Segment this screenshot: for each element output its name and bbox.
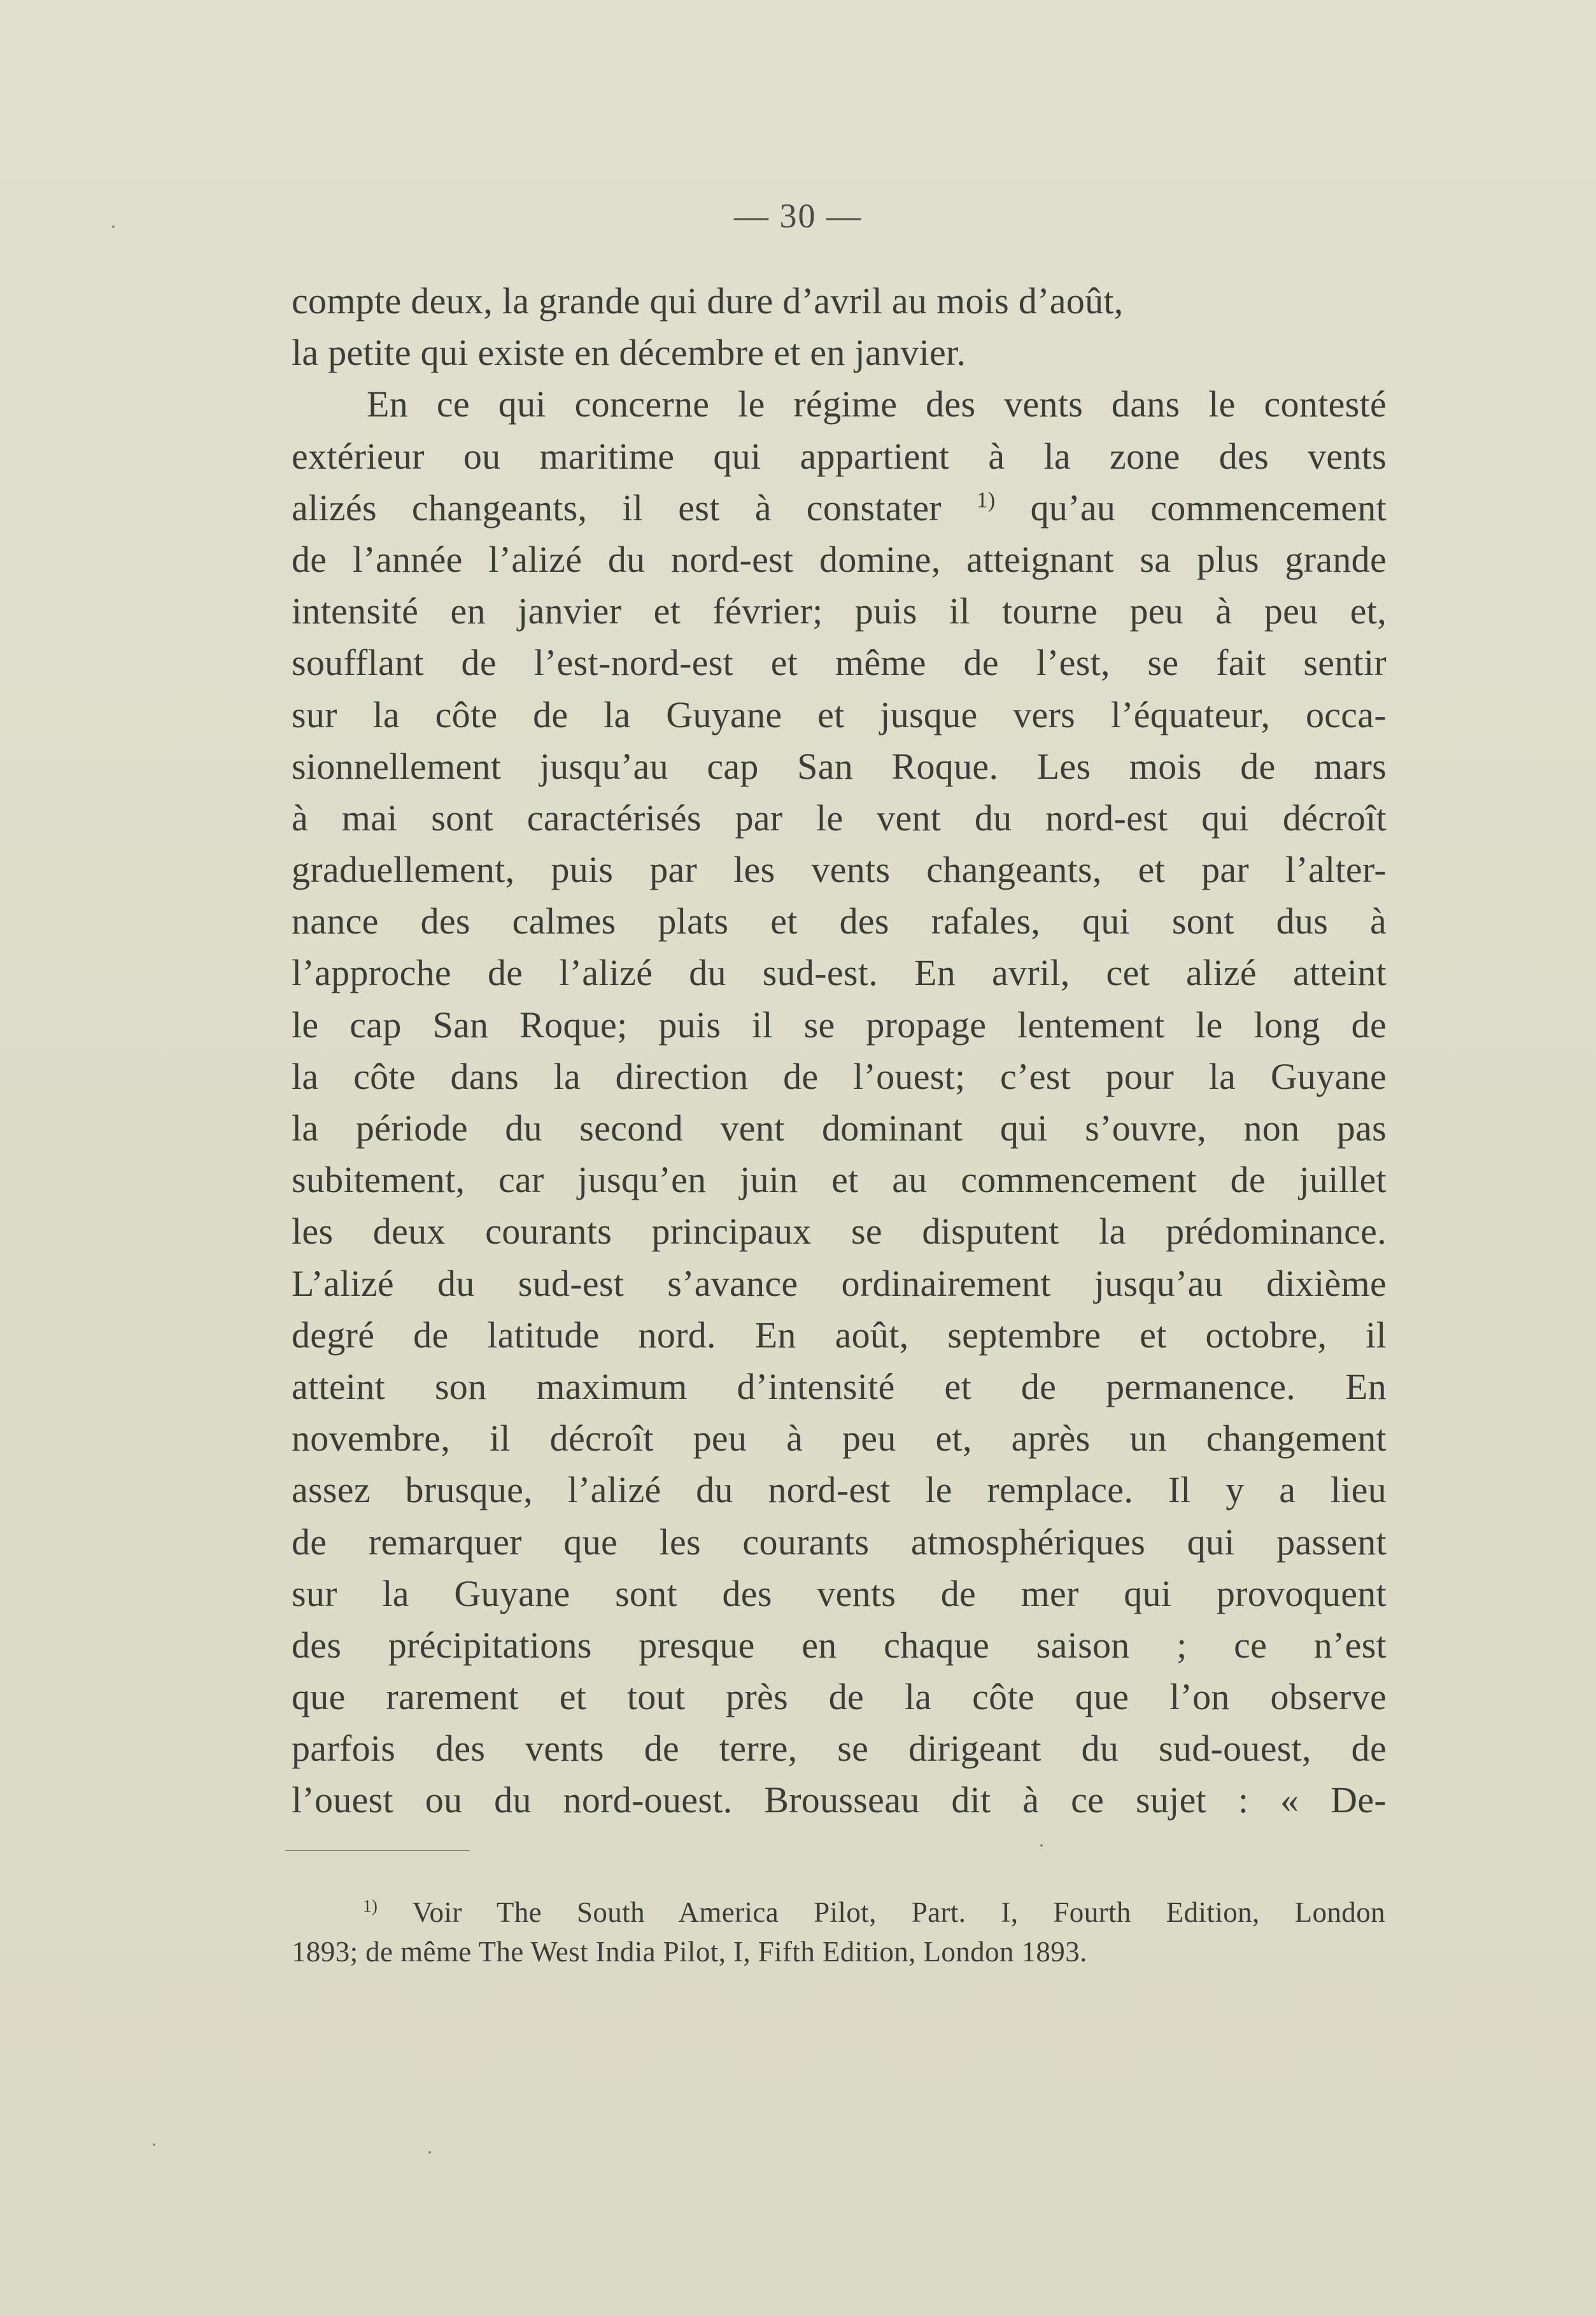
body-line: les deux courants principaux se disputent la prédominance. (292, 1211, 1387, 1253)
body-line: soufflant de l’est-nord-est et même de l’est, se fait sentir (292, 642, 1387, 684)
body-line: la côte dans la direction de l’ouest; c’est pour la Guyane (292, 1055, 1387, 1097)
body-line: la période du second vent dominant qui s’ouvre, non pas (292, 1107, 1387, 1149)
body-line: l’ouest ou du nord-ouest. Brousseau dit à ce sujet : « De- (292, 1779, 1387, 1821)
body-line: L’alizé du sud-est s’avance ordinairement jusqu’au dixième (292, 1262, 1387, 1304)
body-line: que rarement et tout près de la côte que l’on observe (292, 1676, 1387, 1718)
body-line: intensité en janvier et février; puis il tourne peu à peu et, (292, 590, 1387, 632)
body-line-end: qu’au commencement (1030, 487, 1387, 529)
body-line: la petite qui existe en décembre et en janvier. (292, 332, 966, 374)
footnote-divider (285, 1850, 470, 1851)
body-line: atteint son maximum d’intensité et de permanence. En (292, 1365, 1387, 1407)
footnote-ref: 1) (976, 487, 996, 513)
body-line: sionnellement jusqu’au cap San Roque. Les mois de mars (292, 745, 1387, 787)
body-line: de remarquer que les courants atmosphériques qui passent (292, 1521, 1387, 1563)
body-line: En ce qui concerne le régime des vents dans le contesté (367, 383, 1387, 425)
body-line: parfois des vents de terre, se dirigeant du sud-ouest, de (292, 1728, 1387, 1770)
body-line: sur la côte de la Guyane et jusque vers l’équateur, occa- (292, 693, 1387, 735)
body-line: novembre, il décroît peu à peu et, après un changement (292, 1417, 1387, 1460)
body-line: sur la Guyane sont des vents de mer qui provoquent (292, 1572, 1387, 1614)
body-line: à mai sont caractérisés par le vent du nord-est qui décroît (292, 797, 1387, 839)
body-line: de l’année l’alizé du nord-est domine, atteignant sa plus grande (292, 538, 1387, 580)
body-line: graduellement, puis par les vents changeants, et par l’alter- (292, 849, 1387, 891)
paper-speck (153, 2143, 155, 2146)
page-number: — 30 — (734, 197, 862, 235)
body-line: l’approche de l’alizé du sud-est. En avril, cet alizé atteint (292, 952, 1387, 994)
footnote (292, 1893, 1385, 1971)
body-line: degré de latitude nord. En août, septembre et octobre, il (292, 1314, 1387, 1356)
body-line-start: alizés changeants, il est à constater (292, 487, 942, 529)
footnote-text: Voir The South America Pilot, Part. I, Fourth Edition, London (412, 1896, 1385, 1928)
body-line: compte deux, la grande qui dure d’avril au mois d’août, (292, 280, 1124, 322)
paper-speck (1040, 1844, 1043, 1847)
body-line: nance des calmes plats et des rafales, qui sont dus à (292, 900, 1387, 942)
body-line: des précipitations presque en chaque saison ; ce n’est (292, 1624, 1387, 1666)
body-line: le cap San Roque; puis il se propage lentement le long de (292, 1004, 1387, 1046)
body-line-with-footnote-ref (292, 482, 1387, 534)
body-text (292, 275, 1387, 1826)
footnote-marker: 1) (363, 1896, 378, 1915)
body-line: extérieur ou maritime qui appartient à la zone des vents (292, 435, 1387, 477)
paper-speck (112, 225, 115, 228)
footnote-line (292, 1893, 1385, 1932)
footnote-line: 1893; de même The West India Pilot, I, Fifth Edition, London 1893. (292, 1936, 1087, 1968)
body-line: subitement, car jusqu’en juin et au commencement de juillet (292, 1159, 1387, 1201)
paper-speck (428, 2151, 431, 2154)
body-line: assez brusque, l’alizé du nord-est le remplace. Il y a lieu (292, 1469, 1387, 1511)
